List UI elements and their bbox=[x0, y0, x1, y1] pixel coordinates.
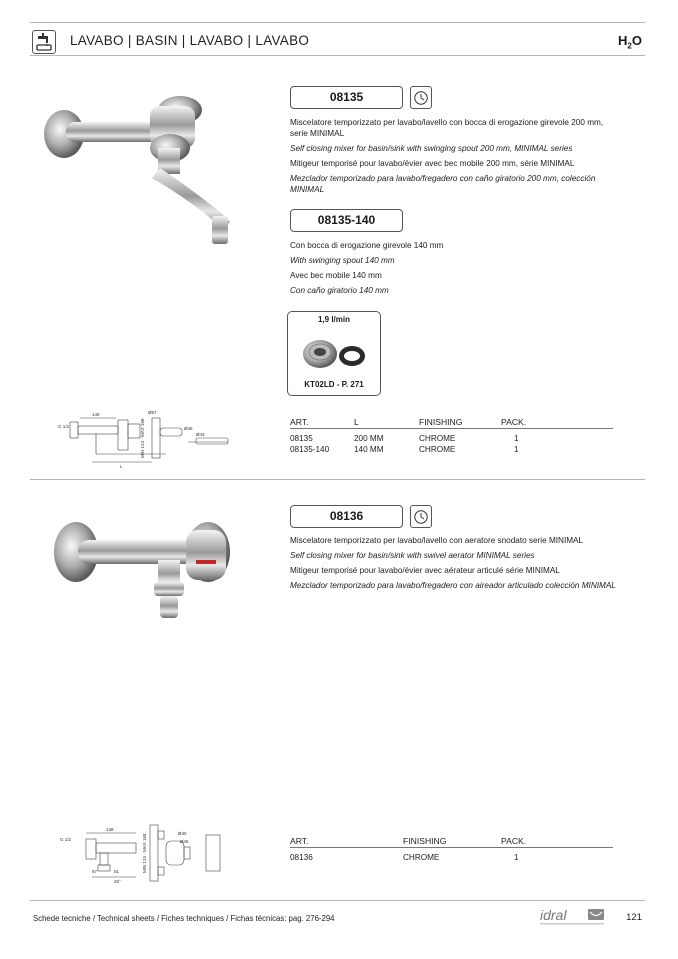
cell-finishing: CHROME bbox=[403, 853, 440, 862]
cell-art: 08135-140 bbox=[290, 445, 330, 454]
header-bottom-rule bbox=[30, 55, 645, 56]
cell-art: 08135 bbox=[290, 434, 313, 443]
table-08136 bbox=[290, 836, 613, 868]
cell-art: 08136 bbox=[290, 853, 313, 862]
technical-drawing-08135 bbox=[56, 408, 236, 470]
basin-category-icon bbox=[32, 30, 56, 54]
col-art: ART. bbox=[290, 836, 309, 846]
aerator-code: KT02LD - P. 271 bbox=[304, 380, 364, 389]
aerator-flow: 1,9 l/min bbox=[317, 315, 350, 324]
cell-l: 140 MM bbox=[354, 445, 384, 454]
col-art: ART. bbox=[290, 417, 309, 427]
col-pack: PACK. bbox=[501, 836, 527, 846]
product-image-08136 bbox=[48, 512, 238, 622]
cell-finishing: CHROME bbox=[419, 434, 456, 443]
dim-l: L bbox=[120, 464, 123, 469]
product-description-08135 bbox=[290, 117, 620, 199]
dim-o46: Ø46 bbox=[184, 426, 193, 431]
footer-technical-sheets: Schede tecniche / Technical sheets / Fiches techniques / Fichas técnicas: pag. 276-294 bbox=[33, 914, 335, 923]
table-rule bbox=[290, 428, 613, 429]
desc-it: Miscelatore temporizzato per lavabo/lavello con bocca di erogazione girevole 200 mm, serie MINIMAL bbox=[290, 118, 604, 138]
section-divider bbox=[30, 479, 645, 480]
desc-it: Miscelatore temporizzato per lavabo/lavello con aeratore snodato serie MINIMAL bbox=[290, 536, 584, 545]
product-image-08135 bbox=[40, 88, 240, 253]
dim-o57: Ø57 bbox=[148, 410, 157, 415]
variant-desc-it: Con bocca di erogazione girevole 140 mm bbox=[290, 241, 444, 250]
cell-l: 200 MM bbox=[354, 434, 384, 443]
footer-rule bbox=[30, 900, 645, 901]
dim-o45: Ø45 bbox=[180, 839, 189, 844]
col-pack: PACK. bbox=[501, 417, 527, 427]
dim-o40: Ø40 bbox=[178, 831, 187, 836]
category-label: $H_2O$ bbox=[618, 33, 642, 51]
dim-67: 67 bbox=[92, 869, 98, 874]
desc-en: Self closing mixer for basin/sink with swinging spout 200 mm, MINIMAL series bbox=[290, 144, 573, 153]
product-code-08135: 08135 bbox=[290, 86, 403, 109]
technical-drawing-08136 bbox=[56, 823, 246, 885]
header-top-rule bbox=[30, 22, 645, 23]
page-number: 121 bbox=[626, 912, 642, 923]
dim-81: 81 bbox=[114, 869, 120, 874]
dim-o43: Ø43 bbox=[196, 432, 205, 437]
desc-fr: Mitigeur temporisé pour lavabo/évier avec bec mobile 200 mm, série MINIMAL bbox=[290, 159, 575, 168]
brand-logo bbox=[538, 906, 608, 928]
table-08135 bbox=[290, 417, 613, 459]
variant-desc-en: With swinging spout 140 mm bbox=[290, 256, 395, 265]
aerator-card bbox=[287, 311, 381, 396]
dim-range: MIN 124 - MAX 168 bbox=[142, 833, 147, 873]
timer-icon bbox=[410, 505, 432, 528]
product-description-08135-140 bbox=[290, 240, 620, 300]
desc-fr: Mitigeur temporisé pour lavabo/évier avec aérateur articulé série MINIMAL bbox=[290, 566, 560, 575]
cell-pack: 1 bbox=[514, 434, 519, 443]
cell-pack: 1 bbox=[514, 853, 519, 862]
cell-finishing: CHROME bbox=[419, 445, 456, 454]
col-l: L bbox=[354, 417, 359, 427]
col-finishing: FINISHING bbox=[403, 836, 447, 846]
col-finishing: FINISHING bbox=[419, 417, 463, 427]
dim-25deg: 25° bbox=[114, 879, 121, 884]
table-rule bbox=[290, 847, 613, 848]
variant-desc-fr: Avec bec mobile 140 mm bbox=[290, 271, 382, 280]
product-code-08135-140: 08135-140 bbox=[290, 209, 403, 232]
variant-desc-es: Con caño giratorio 140 mm bbox=[290, 286, 389, 295]
aerator-image bbox=[298, 330, 370, 376]
desc-es: Mezclador temporizado para lavabo/fregadero con caño giratorio 200 mm, colección MINIMAL bbox=[290, 174, 596, 194]
desc-en: Self closing mixer for basin/sink with swivel aerator MINIMAL series bbox=[290, 551, 535, 560]
dim-148: 148 bbox=[92, 412, 100, 417]
product-description-08136 bbox=[290, 535, 620, 595]
dim-range: MIN 124 - MAX 168 bbox=[140, 418, 145, 458]
dim-g12: G 1/2 bbox=[60, 837, 72, 842]
dim-g12: G 1/2 bbox=[58, 424, 70, 429]
dim-148: 148 bbox=[106, 827, 114, 832]
page-title: LAVABO | BASIN | LAVABO | LAVABO bbox=[70, 33, 310, 48]
desc-es: Mezclador temporizado para lavabo/fregadero con aireador articulado colección MINIMAL bbox=[290, 581, 616, 590]
timer-icon bbox=[410, 86, 432, 109]
cell-pack: 1 bbox=[514, 445, 519, 454]
brand-name: idral bbox=[540, 907, 567, 923]
product-code-08136: 08136 bbox=[290, 505, 403, 528]
